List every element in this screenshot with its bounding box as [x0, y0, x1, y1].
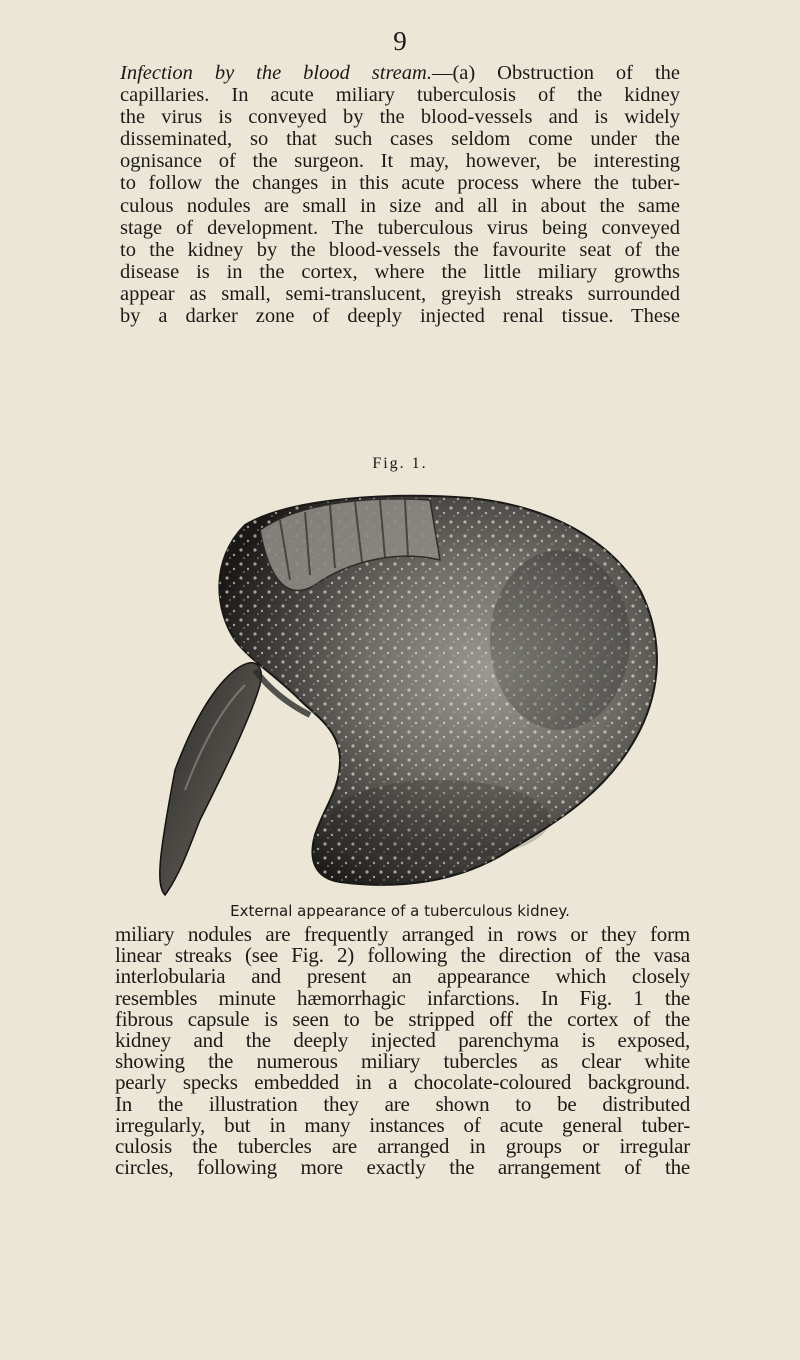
text-line: resembles minute hæmorrhagic infarctions. In Fig. 1 the: [115, 985, 690, 1010]
figure-caption: External appearance of a tuberculous kidney.: [230, 902, 570, 920]
figure-label: Fig. 1.: [372, 455, 428, 472]
text-line: circles, following more exactly the arrangement of the: [115, 1155, 690, 1180]
text-line: fibrous capsule is seen to be stripped off the cortex of the: [115, 1006, 690, 1031]
section-heading: Infection by the blood stream.: [120, 62, 432, 84]
text-line: interlobularia and present an appearance which closely: [115, 964, 690, 989]
text-line: culous nodules are small in size and all in about the same: [120, 194, 680, 217]
text-line: to follow the changes in this acute process where the tuber-: [120, 172, 680, 195]
ureter: [160, 663, 261, 895]
paragraph-infection-blood-stream: [120, 62, 680, 327]
text-line: the virus is conveyed by the blood-vessels and is widely: [120, 106, 680, 129]
text-line: showing the numerous miliary tubercles as clear white: [115, 1049, 690, 1074]
text-line: ognisance of the surgeon. It may, however, be interesting: [120, 150, 680, 173]
paragraph-miliary-nodules: [115, 924, 690, 1178]
text-line: by a darker zone of deeply injected renal tissue. These: [120, 305, 680, 328]
page-number: 9: [393, 26, 407, 56]
text-line: Infection by the blood stream.—(a) Obstruction of the: [120, 62, 680, 84]
text-line: In the illustration they are shown to be distributed: [115, 1091, 690, 1116]
text-line: appear as small, semi-translucent, greyish streaks surrounded: [120, 282, 680, 305]
text-line: kidney and the deeply injected parenchyma is exposed,: [115, 1028, 690, 1053]
text-line: miliary nodules are frequently arranged in rows or they form: [115, 922, 690, 946]
text-line: linear streaks (see Fig. 2) following the direction of the vasa: [115, 943, 690, 968]
kidney-illustration: [140, 490, 665, 902]
text-line: culosis the tubercles are arranged in groups or irregular: [115, 1134, 690, 1159]
text-line: stage of development. The tuberculous virus being conveyed: [120, 216, 680, 239]
text-line: pearly specks embedded in a chocolate-coloured background.: [115, 1070, 690, 1095]
text-line: irregularly, but in many instances of acute general tuber-: [115, 1112, 690, 1137]
text-line: capillaries. In acute miliary tuberculosis of the kidney: [120, 84, 680, 107]
text-line: disseminated, so that such cases seldom come under the: [120, 128, 680, 151]
text-line: to the kidney by the blood-vessels the favourite seat of the: [120, 238, 680, 261]
text-line: disease is in the cortex, where the little miliary growths: [120, 260, 680, 283]
